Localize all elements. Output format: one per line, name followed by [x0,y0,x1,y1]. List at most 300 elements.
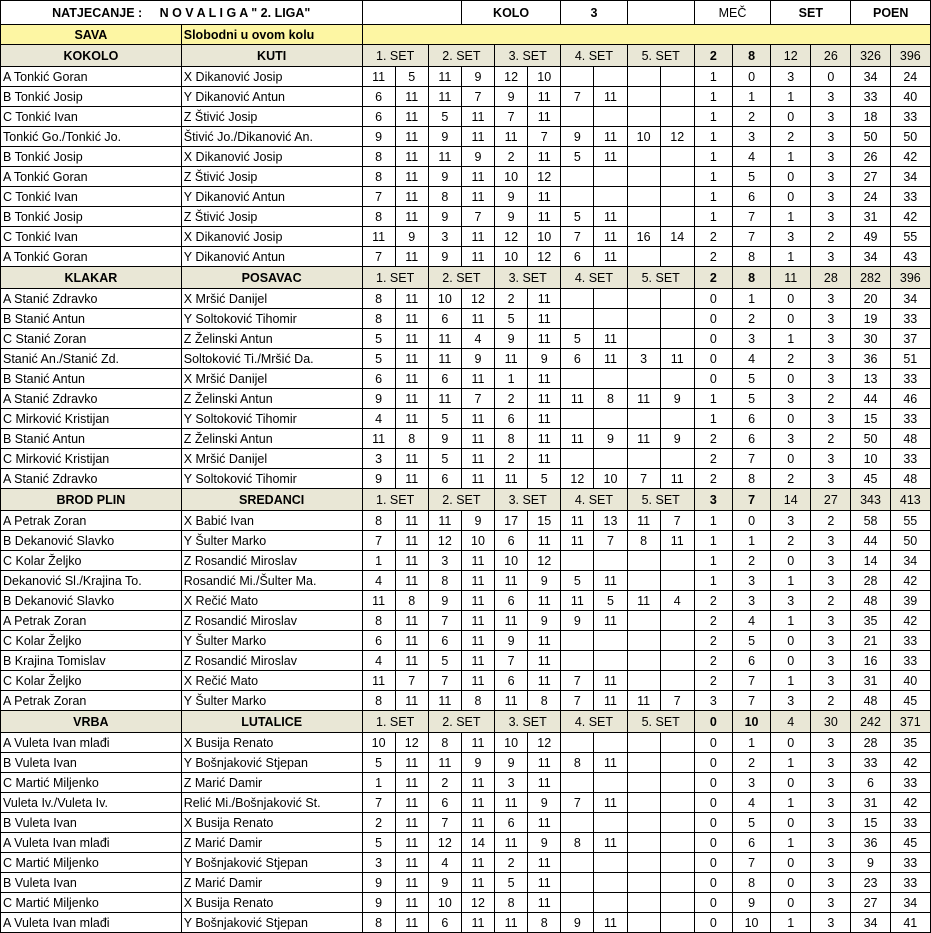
set-score-cell: 5 [362,753,395,773]
away-player: X Mršić Danijel [181,369,362,389]
set-score-cell: 5 [594,591,627,611]
game-row [1,349,931,369]
set-score-cell: 11 [495,691,528,711]
set-score-cell: 11 [461,733,494,753]
set-score-cell: 11 [461,369,494,389]
game-row [1,833,931,853]
points-home: 34 [851,247,890,267]
set-score-cell: 11 [528,87,561,107]
set-score-cell [627,551,660,571]
game-row [1,67,931,87]
set-score-cell: 11 [594,691,627,711]
set-score-cell: 9 [495,329,528,349]
round-value: 3 [561,1,627,25]
set-score-cell: 9 [362,469,395,489]
set-score-cell: 11 [395,449,428,469]
running-match-away: 1 [732,87,770,107]
sets-won-away: 3 [811,773,851,793]
set-score-cell: 11 [461,127,494,147]
set-score-cell: 6 [428,793,461,813]
points-away: 51 [890,349,930,369]
running-match-away: 3 [732,773,770,793]
away-player: X Busija Renato [181,813,362,833]
set-score-cell: 11 [461,167,494,187]
set-score-cell [660,651,694,671]
set-score-cell: 5 [362,329,395,349]
set-column-header: 4. SET [561,267,627,289]
set-score-cell [627,773,660,793]
set-column-header: 1. SET [362,711,428,733]
game-row [1,753,931,773]
game-row [1,167,931,187]
points-home: 33 [851,753,890,773]
set-score-cell: 11 [395,571,428,591]
set-score-cell: 12 [660,127,694,147]
game-row [1,409,931,429]
set-score-cell: 2 [495,449,528,469]
game-row [1,187,931,207]
set-score-cell [660,187,694,207]
set-score-cell [660,753,694,773]
running-match-away: 1 [732,531,770,551]
game-row [1,429,931,449]
home-player: C Kolar Željko [1,551,182,571]
set-score-cell: 11 [528,389,561,409]
team-header-row [1,711,931,733]
set-score-cell [627,289,660,309]
points-home: 35 [851,611,890,631]
set-score-cell: 16 [627,227,660,247]
set-score-cell: 3 [428,551,461,571]
set-score-cell: 10 [594,469,627,489]
set-score-cell [594,893,627,913]
set-score-cell [594,773,627,793]
set-score-cell: 3 [495,773,528,793]
set-score-cell: 11 [395,611,428,631]
sets-won-home: 0 [771,631,811,651]
away-team-name: SREDANCI [181,489,362,511]
home-player: C Tonkić Ivan [1,227,182,247]
home-player: Stanić An./Stanić Zd. [1,349,182,369]
set-score-cell: 6 [362,107,395,127]
sets-won-away: 3 [811,309,851,329]
set-score-cell: 11 [461,227,494,247]
away-player: X Babić Ivan [181,511,362,531]
set-score-cell [594,651,627,671]
match-score-away: 8 [732,45,770,67]
points-home: 34 [851,913,890,933]
sets-won-away: 3 [811,571,851,591]
sets-won-home: 1 [771,147,811,167]
set-score-cell [627,913,660,933]
sets-won-away: 3 [811,893,851,913]
away-player: X Rečić Mato [181,591,362,611]
points-away: 45 [890,691,930,711]
set-score-cell: 5 [428,409,461,429]
game-row [1,551,931,571]
set-score-cell [594,449,627,469]
round-label: KOLO [461,1,560,25]
running-match-home: 1 [694,187,732,207]
set-score-cell: 5 [561,147,594,167]
points-away: 33 [890,651,930,671]
sets-won-home: 0 [771,873,811,893]
competition-label: NATJECANJE : [52,5,143,20]
points-home: 44 [851,531,890,551]
title-spacer-2 [627,1,694,25]
running-match-away: 4 [732,793,770,813]
running-match-home: 1 [694,207,732,227]
set-score-cell: 9 [461,511,494,531]
away-player: Y Dikanović Antun [181,247,362,267]
set-score-cell: 8 [362,207,395,227]
set-column-header: 4. SET [561,711,627,733]
game-row [1,127,931,147]
set-score-cell: 9 [428,167,461,187]
set-score-cell: 11 [594,207,627,227]
set-score-cell [660,107,694,127]
set-score-cell: 3 [362,449,395,469]
points-home: 18 [851,107,890,127]
running-match-away: 2 [732,107,770,127]
running-match-home: 1 [694,107,732,127]
game-row [1,893,931,913]
running-match-away: 7 [732,691,770,711]
set-score-cell: 1 [495,369,528,389]
home-player: A Vuleta Ivan mlađi [1,913,182,933]
sets-won-away: 2 [811,511,851,531]
running-match-away: 6 [732,833,770,853]
set-score-cell: 8 [461,691,494,711]
points-home: 21 [851,631,890,651]
set-score-cell: 11 [594,147,627,167]
away-player: Soltoković Ti./Mršić Da. [181,349,362,369]
set-score-cell: 11 [528,409,561,429]
set-score-cell [660,631,694,651]
home-player: B Vuleta Ivan [1,813,182,833]
game-row [1,207,931,227]
set-score-cell: 7 [561,793,594,813]
home-player: A Stanić Zdravko [1,469,182,489]
set-score-cell: 9 [660,429,694,449]
set-score-cell: 7 [362,247,395,267]
set-score-cell: 10 [495,247,528,267]
set-score-cell: 11 [495,913,528,933]
sets-won-home: 0 [771,167,811,187]
points-home: 50 [851,127,890,147]
home-player: C Mirković Kristijan [1,409,182,429]
away-player: Z Želinski Antun [181,329,362,349]
points-total-away: 396 [890,267,930,289]
sets-won-away: 3 [811,187,851,207]
set-score-cell [561,167,594,187]
set-score-cell: 12 [528,247,561,267]
set-column-header: 5. SET [627,267,694,289]
set-column-header: 2. SET [428,45,494,67]
set-score-cell: 5 [428,449,461,469]
set-score-cell [594,309,627,329]
home-player: C Stanić Zoran [1,329,182,349]
home-team-name: KLAKAR [1,267,182,289]
set-score-cell: 11 [395,247,428,267]
set-score-cell: 11 [395,127,428,147]
points-home: 33 [851,87,890,107]
sets-won-home: 1 [771,247,811,267]
points-away: 55 [890,511,930,531]
set-score-cell [627,893,660,913]
set-score-cell: 11 [395,207,428,227]
sets-won-home: 0 [771,733,811,753]
set-score-cell: 11 [461,107,494,127]
running-match-home: 1 [694,389,732,409]
set-score-cell: 11 [395,813,428,833]
set-score-cell: 11 [528,773,561,793]
points-home: 27 [851,893,890,913]
set-score-cell: 10 [428,289,461,309]
set-score-cell: 12 [528,551,561,571]
set-score-cell: 11 [395,551,428,571]
sets-won-home: 1 [771,913,811,933]
points-away: 45 [890,833,930,853]
set-score-cell: 11 [528,631,561,651]
away-player: Y Soltoković Tihomir [181,409,362,429]
set-score-cell [627,813,660,833]
set-score-cell: 6 [428,913,461,933]
game-row [1,571,931,591]
game-row [1,289,931,309]
running-match-away: 10 [732,913,770,933]
running-match-home: 0 [694,813,732,833]
away-player: Y Bošnjaković Stjepan [181,913,362,933]
set-score-cell: 7 [594,531,627,551]
game-row [1,227,931,247]
set-score-cell: 6 [495,531,528,551]
team-header-row [1,489,931,511]
away-player: Y Bošnjaković Stjepan [181,753,362,773]
set-column-header: 2. SET [428,711,494,733]
set-score-cell: 6 [428,469,461,489]
game-row [1,773,931,793]
set-score-cell: 11 [461,873,494,893]
points-total-home: 343 [851,489,890,511]
set-score-cell: 11 [461,773,494,793]
set-score-cell [660,773,694,793]
sets-won-home: 0 [771,551,811,571]
set-score-cell [660,329,694,349]
set-score-cell: 10 [461,531,494,551]
set-score-cell: 8 [395,429,428,449]
set-score-cell: 12 [428,531,461,551]
set-score-cell [561,853,594,873]
running-match-away: 3 [732,591,770,611]
competition-title-cell [1,1,363,25]
points-away: 48 [890,469,930,489]
set-score-cell: 8 [428,187,461,207]
match-score-home: 0 [694,711,732,733]
set-score-cell: 11 [594,329,627,349]
sets-won-home: 3 [771,429,811,449]
sets-won-home: 1 [771,87,811,107]
set-score-cell [561,733,594,753]
points-home: 23 [851,873,890,893]
set-score-cell [627,449,660,469]
home-player: B Stanić Antun [1,369,182,389]
set-score-cell [660,833,694,853]
set-score-cell: 11 [428,349,461,369]
set-score-cell: 9 [561,913,594,933]
points-home: 58 [851,511,890,531]
running-match-home: 1 [694,147,732,167]
set-score-cell: 11 [528,107,561,127]
set-score-cell [627,753,660,773]
set-score-cell: 9 [362,127,395,147]
set-score-cell: 6 [362,87,395,107]
sets-won-away: 3 [811,107,851,127]
game-row [1,671,931,691]
set-score-cell: 9 [528,349,561,369]
away-player: Štivić Jo./Dikanović An. [181,127,362,147]
set-score-cell: 8 [362,611,395,631]
set-score-cell [660,671,694,691]
set-column-header: 5. SET [627,711,694,733]
points-away: 42 [890,611,930,631]
home-player: C Martić Miljenko [1,893,182,913]
points-away: 33 [890,631,930,651]
points-away: 50 [890,531,930,551]
set-score-cell: 11 [594,671,627,691]
home-player: C Mirković Kristijan [1,449,182,469]
set-score-cell: 9 [461,349,494,369]
set-score-cell: 7 [561,87,594,107]
set-score-cell: 7 [461,207,494,227]
away-player: Z Želinski Antun [181,429,362,449]
set-score-cell: 11 [594,793,627,813]
set-score-cell: 11 [627,429,660,449]
points-home: 31 [851,671,890,691]
set-score-cell [660,733,694,753]
running-match-away: 5 [732,369,770,389]
set-score-cell: 11 [594,127,627,147]
set-score-cell: 11 [461,913,494,933]
set-score-cell [561,449,594,469]
sets-won-home: 0 [771,773,811,793]
set-score-cell: 11 [495,127,528,147]
away-team-name: POSAVAC [181,267,362,289]
team-header-row [1,267,931,289]
set-score-cell: 11 [561,511,594,531]
set-score-cell [660,167,694,187]
set-column-header: 3. SET [495,711,561,733]
away-player: X Dikanović Josip [181,67,362,87]
set-score-cell: 11 [528,429,561,449]
set-score-cell: 11 [495,469,528,489]
points-home: 48 [851,691,890,711]
set-score-cell: 11 [528,531,561,551]
points-home: 26 [851,147,890,167]
set-score-cell: 11 [495,833,528,853]
points-home: 15 [851,813,890,833]
points-away: 33 [890,873,930,893]
sets-won-home: 1 [771,671,811,691]
set-score-cell: 11 [528,813,561,833]
points-home: 50 [851,429,890,449]
sets-won-home: 1 [771,207,811,227]
sets-won-home: 1 [771,793,811,813]
set-column-header: 1. SET [362,489,428,511]
set-score-cell: 11 [561,429,594,449]
points-away: 48 [890,429,930,449]
sets-won-home: 0 [771,289,811,309]
points-home: 19 [851,309,890,329]
set-score-cell: 8 [528,913,561,933]
set-score-cell [627,853,660,873]
sets-won-away: 3 [811,531,851,551]
home-player: B Vuleta Ivan [1,873,182,893]
running-match-away: 3 [732,571,770,591]
set-score-cell: 11 [594,349,627,369]
home-player: B Dekanović Slavko [1,591,182,611]
set-score-cell: 11 [395,167,428,187]
running-match-home: 0 [694,753,732,773]
set-score-cell: 9 [362,389,395,409]
set-score-cell: 7 [660,691,694,711]
sets-won-home: 2 [771,469,811,489]
set-score-cell: 7 [561,671,594,691]
points-away: 55 [890,227,930,247]
set-score-cell [627,309,660,329]
set-score-cell: 11 [395,691,428,711]
set-score-cell: 2 [495,289,528,309]
set-score-cell: 11 [495,349,528,369]
sets-won-away: 3 [811,247,851,267]
set-score-cell: 7 [428,611,461,631]
running-match-away: 7 [732,207,770,227]
home-player: A Petrak Zoran [1,511,182,531]
game-row [1,469,931,489]
set-score-cell: 11 [461,429,494,449]
points-away: 34 [890,289,930,309]
away-player: Z Marić Damir [181,833,362,853]
sets-won-away: 3 [811,813,851,833]
set-score-cell: 5 [561,207,594,227]
sets-won-away: 3 [811,651,851,671]
set-score-cell: 8 [428,733,461,753]
set-score-cell: 17 [495,511,528,531]
set-score-cell: 11 [594,913,627,933]
sets-won-away: 2 [811,227,851,247]
away-team-name: KUTI [181,45,362,67]
set-column-header: 3. SET [495,489,561,511]
set-score-cell: 11 [461,551,494,571]
set-score-cell: 9 [528,793,561,813]
set-score-cell: 8 [362,511,395,531]
set-score-cell [627,873,660,893]
sets-won-away: 3 [811,329,851,349]
set-score-cell: 11 [362,429,395,449]
set-score-cell: 11 [627,511,660,531]
set-score-cell: 11 [395,309,428,329]
sets-won-away: 2 [811,691,851,711]
running-match-away: 3 [732,127,770,147]
set-score-cell: 8 [495,893,528,913]
running-match-home: 0 [694,793,732,813]
set-column-header: 2. SET [428,489,494,511]
set-score-cell: 9 [362,893,395,913]
set-score-cell: 11 [627,691,660,711]
home-player: Dekanović Sl./Krajina To. [1,571,182,591]
set-score-cell [594,167,627,187]
set-score-cell: 3 [627,349,660,369]
